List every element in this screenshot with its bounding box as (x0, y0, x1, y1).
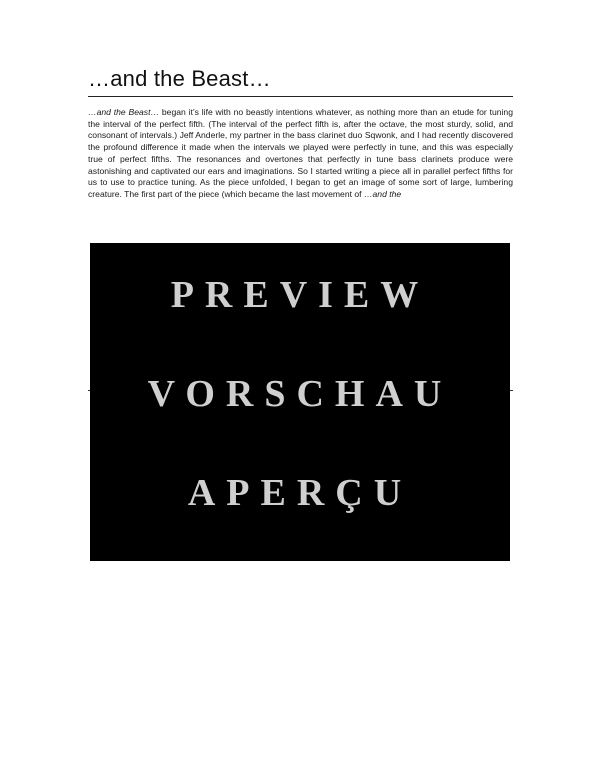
title-divider (88, 96, 513, 97)
watermark-vorschau-text: VORSCHAU (147, 373, 453, 415)
page-title: …and the Beast… (88, 66, 271, 91)
watermark-preview-text: PREVIEW (170, 274, 430, 316)
watermark-apercu-text: APERÇU (187, 472, 413, 514)
body-paragraph (88, 107, 513, 201)
paragraph-text: began it’s life with no beastly intentions whatever, as nothing more than an etude for tuning the interval of the perfect fifth. (The interval of the perfect fifth is, after the octave, the most sturdy, solid, and consonant of intervals.) Jeff Anderle, my partner in the bass clarinet duo Sqwonk, and I had recently discovered the profound difference it made when the intervals we played were perfectly in tune, and this was especially true of perfect fifths. The resonances and overtones that perfectly in tune bass clarinets produce were astonishing and captivated our ears and imaginations. So I started writing a piece all in parallel perfect fifths for us to use to practice tuning. As the piece unfolded, I began to get an image of some sort of large, lumbering creature. The first part of the piece (which became the last movement of (88, 107, 513, 199)
title-reference: …and the Beast… (88, 107, 160, 117)
title-reference-trailing: …and the (363, 188, 402, 199)
